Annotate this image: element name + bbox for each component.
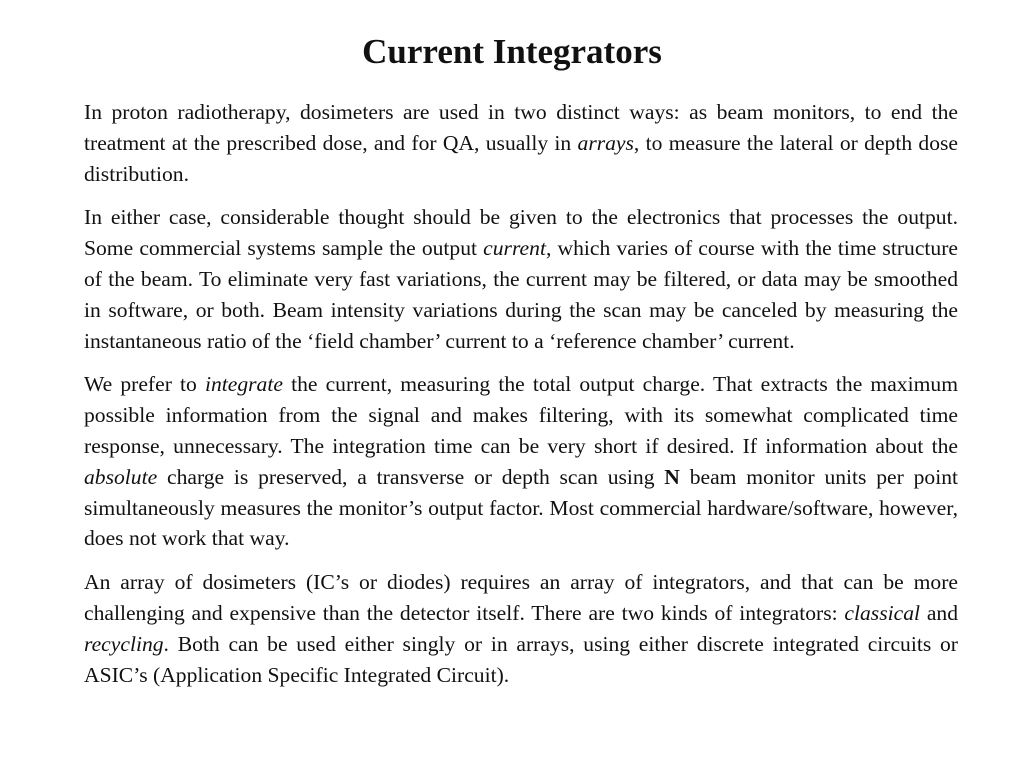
emphasis-current: current	[483, 236, 546, 261]
text-segment: beam monitor units per point simultaneously measures the monitor’s output factor. Most commercial hardware/software, however, does not work that way.	[84, 464, 958, 551]
emphasis-classical: classical	[844, 600, 920, 625]
emphasis-arrays: arrays	[577, 130, 634, 155]
text-segment: In either case, considerable thought should be given to the electronics that processes the output. Some commercial systems sample the output	[84, 205, 958, 261]
paragraph-1	[84, 97, 958, 189]
text-segment: We prefer to	[84, 372, 205, 397]
text-segment: and	[920, 600, 958, 625]
text-segment: An array of dosimeters (IC’s or diodes) requires an array of integrators, and that can be more challenging and expensive than the detector itself. There are two kinds of integrators:	[84, 570, 958, 625]
emphasis-absolute: absolute	[84, 464, 158, 489]
text-segment: . Both can be used either singly or in arrays, using either discrete integrated circuits or ASIC’s (Application Specific Integrated Circuit).	[84, 631, 958, 687]
paragraph-4	[84, 567, 958, 690]
bold-n: N	[664, 464, 680, 489]
emphasis-recycling: recycling	[84, 631, 164, 656]
slide-body	[84, 97, 958, 703]
paragraph-2	[84, 202, 958, 356]
text-segment: , which varies of course with the time structure of the beam. To eliminate very fast variations, the current may be filtered, or data may be smoothed in software, or both. Beam intensity variations during the scan may be canceled by measuring the instantaneous ratio of the ‘field chamber’ current to a ‘reference chamber’ current.	[84, 236, 958, 353]
text-segment: , to measure the lateral or depth dose distribution.	[84, 130, 958, 186]
text-segment: the current, measuring the total output charge. That extracts the maximum possible information from the signal and makes filtering, with its somewhat complicated time response, unnecessary. The integration time can be very short if desired. If information about the	[84, 372, 958, 458]
text-segment: charge is preserved, a transverse or depth scan using	[157, 464, 665, 489]
slide-title: Current Integrators	[362, 32, 662, 71]
emphasis-integrate: integrate	[204, 372, 283, 397]
paragraph-3	[84, 369, 958, 554]
text-segment: In proton radiotherapy, dosimeters are used in two distinct ways: as beam monitors, to end the treatment at the prescribed dose, and for QA, usually in	[84, 100, 958, 155]
